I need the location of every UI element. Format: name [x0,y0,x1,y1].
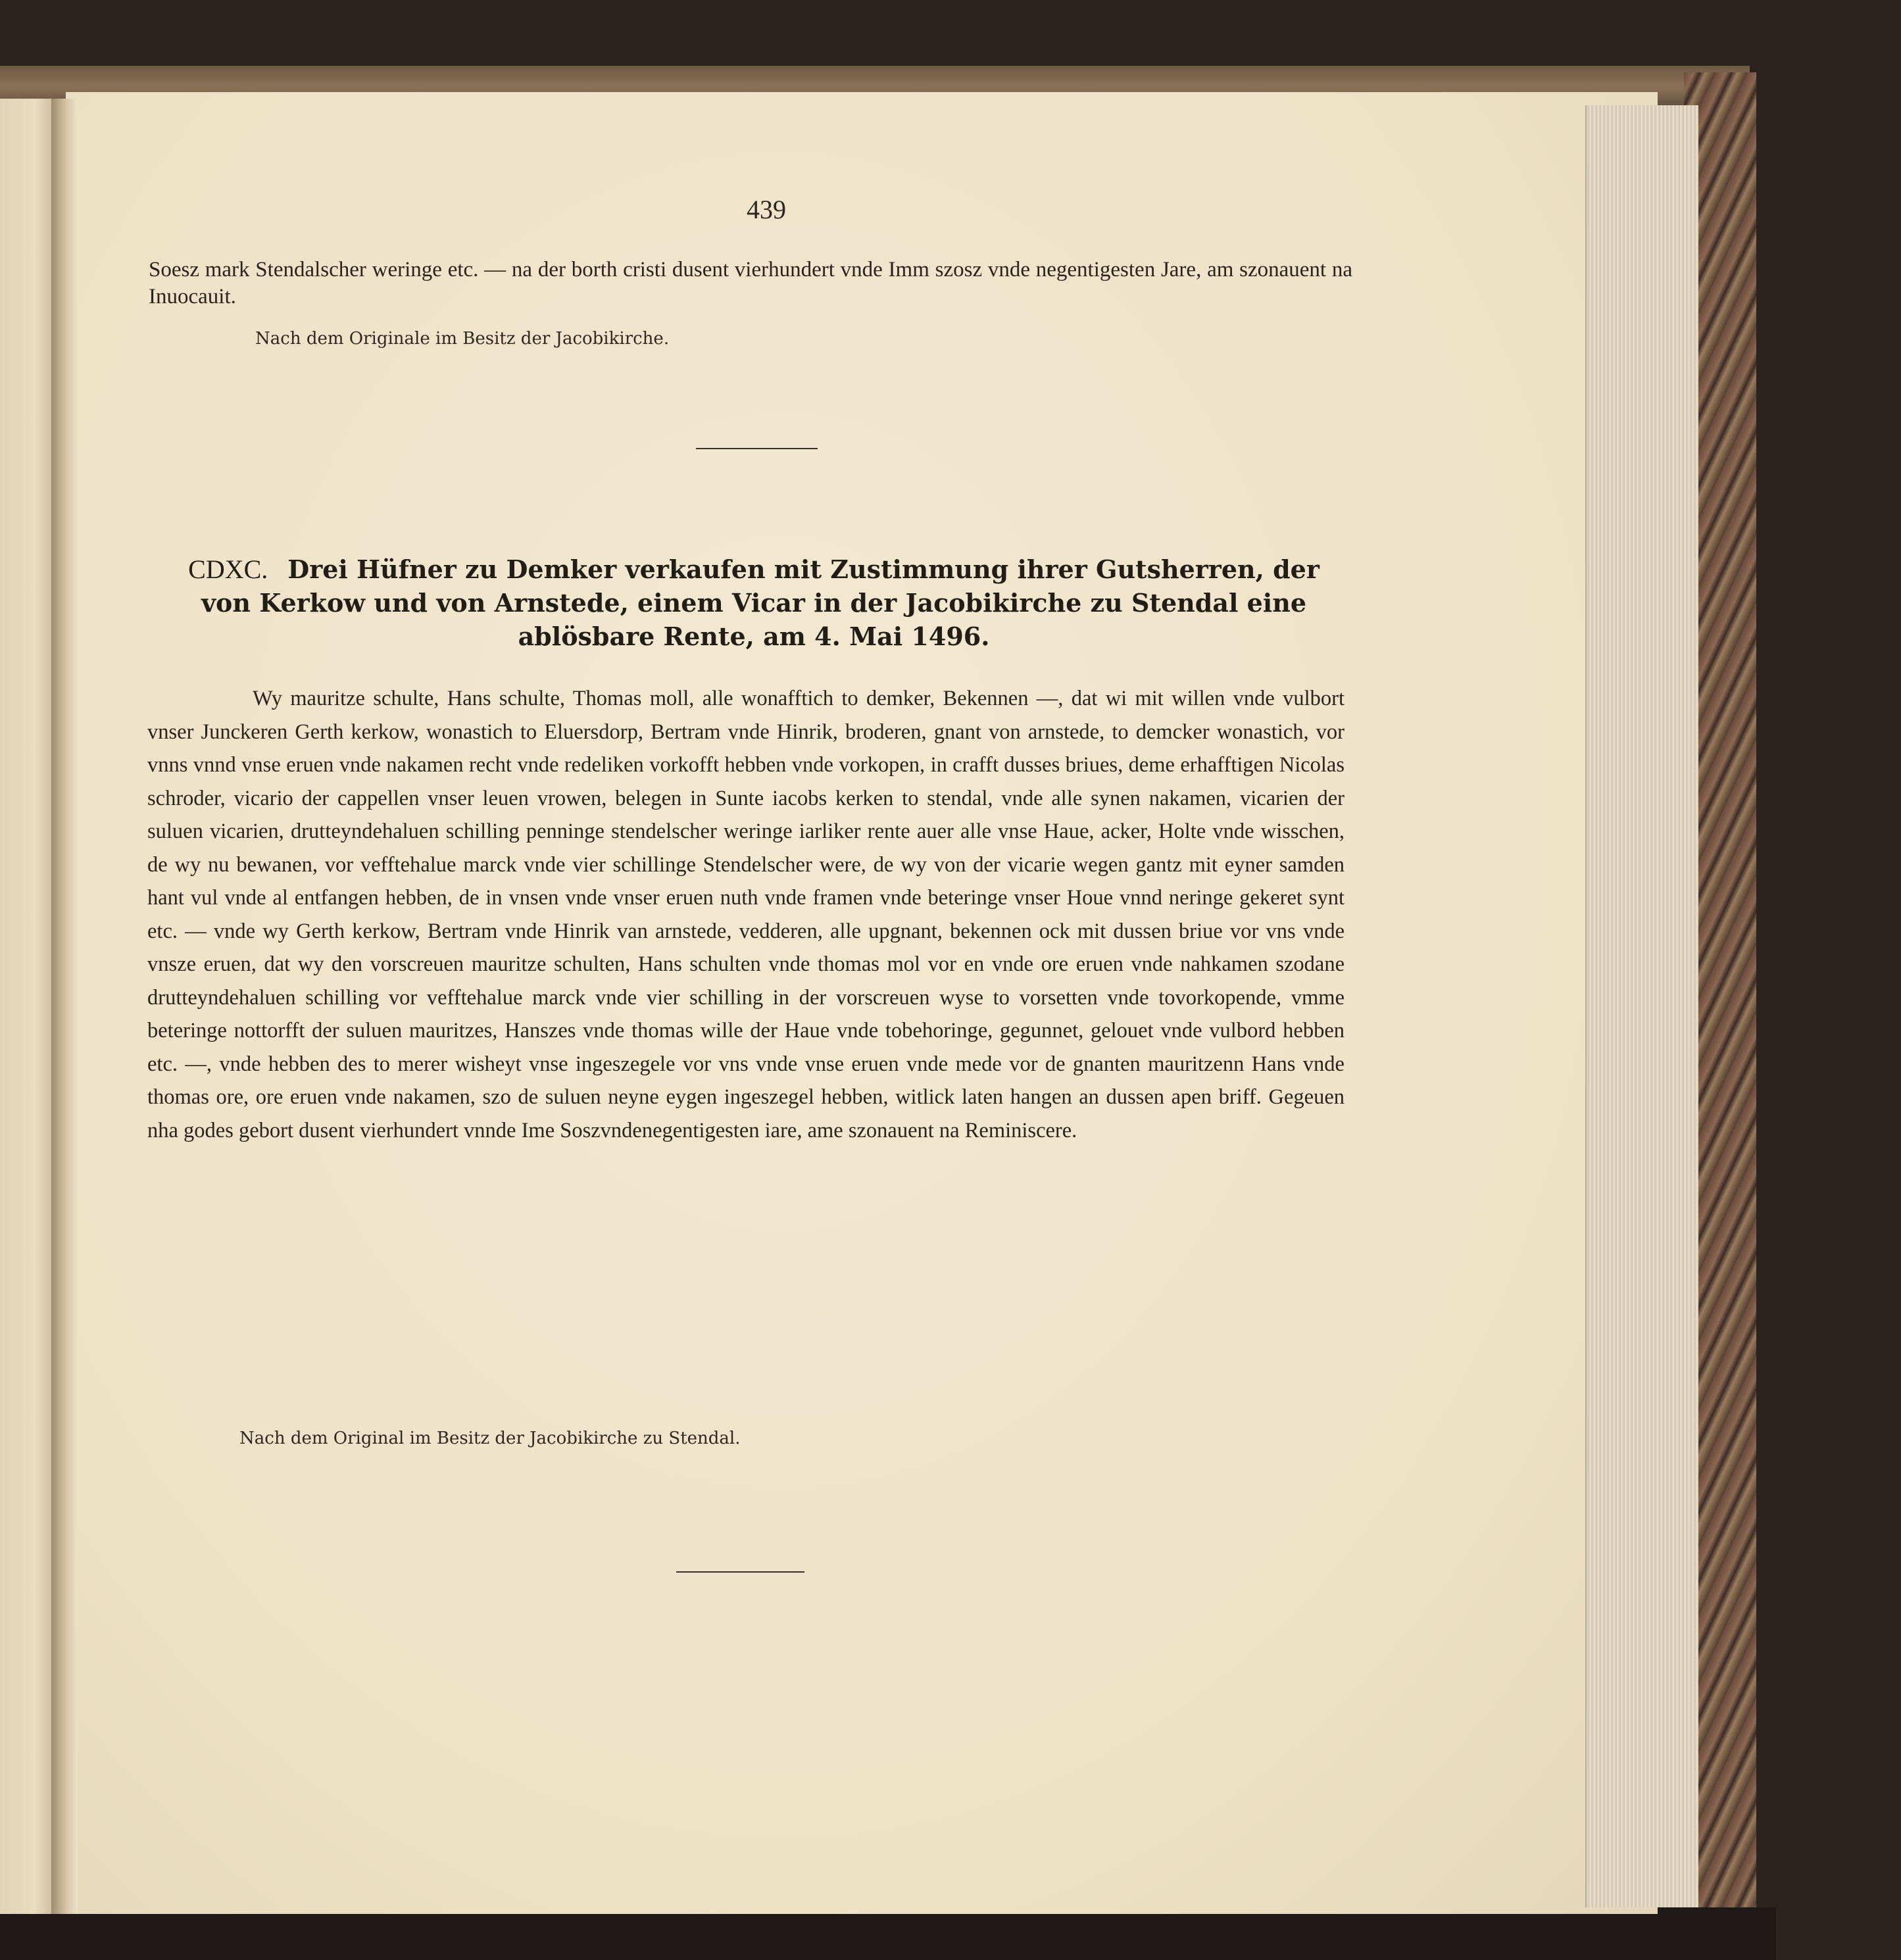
document-number: CDXC. [188,554,268,584]
page-gutter [51,99,78,1914]
book-cover-bottom [0,1907,1776,1960]
document-source-note: Nach dem Original im Besitz der Jacobikirche zu Stendal. [239,1429,741,1448]
page-fore-edge [1585,105,1698,1907]
document-body-text: Wy mauritze schulte, Hans schulte, Thomas moll, alle wonafftich to demker, Bekennen —, dat wi mit willen vnde vulbort vnser Junckeren Gerth kerkow, wonastich to Eluersdorp, Bertram vnde Hinrik, broderen, gnant von arnstede, to demcker wonastich, vor vnns vnnd vnse eruen vnde nakamen recht vnde redeliken vorkofft hebben vnde vorkopen, in crafft dusses briues, deme erhafftigen Nicolas schroder, vicario der cappellen vnser leuen vrowen, belegen in Sunte iacobs kerken to stendal, vnde alle synen nakamen, vicarien der suluen vicarien, drutteyndehaluen schilling penninge stendelscher weringe iarliker rente auer alle vnse Haue, acker, Holte vnde wisschen, de wy nu bewanen, vor vefftehalue marck vnde vier schillinge Stendelscher were, de wy von der vicarie wegen gantz mit eyner samden hant vul vnde al entfangen hebben, de in vnsen vnde vnser eruen nuth vnde framen vnde beteringe vnser Houe vnnd neringe gekeret synt etc. — vnde wy Gerth kerkow, Bertram vnde Hinrik van arnstede, vedderen, alle upgnant, bekennen ock mit dussen briue vor vns vnde vnsze eruen, dat wy den vorscreuen mauritze schulten, Hans schulten vnde thomas mol vor en vnde ore eruen vnde nahkamen szodane drutteyndehaluen schilling vor vefftehalue marck vnde vier schilling in der vorscreuen wyse to vorsetten vnde tovorkopende, vmme beteringe nottorfft der suluen mauritzes, Hanszes vnde thomas wille der Haue vnde tobehoringe, gegunnet, gelouet vnde vulbord hebben etc. —, vnde hebben des to merer wisheyt vnse ingeszegele vor vns vnde vnse eruen vnde mede vor de gnanten mauritzenn Hans vnde thomas ore, ore eruen vnde nakamen, szo de suluen neyne eygen ingeszegel hebben, witlick laten hangen an dussen apen briff. Gegeuen nha godes gebort dusent vierhundert vnnde Ime Soszvndenegentigesten iare, ame szonauent na Reminiscere. [147,687,1345,1142]
left-page-edge [0,99,58,1914]
document-title: Drei Hüfner zu Demker verkaufen mit Zustimmung ihrer Gutsherren, der von Kerkow und von Arnstede, einem Vicar in der Jacobikirche zu Stendal eine ablösbare Rente, am 4. Mai 1496. [201,554,1320,651]
document-heading [162,552,1346,653]
end-divider [676,1571,804,1573]
continued-text: Soesz mark Stendalscher weringe etc. — na der borth cristi dusent vierhundert vnde Imm szosz vnde negentigesten Jare, am szonauent na Inuocauit. [149,258,1352,308]
source-note: Nach dem Originale im Besitz der Jacobikirche. [255,329,670,349]
page-number: 439 [747,195,786,224]
section-divider [696,448,818,449]
